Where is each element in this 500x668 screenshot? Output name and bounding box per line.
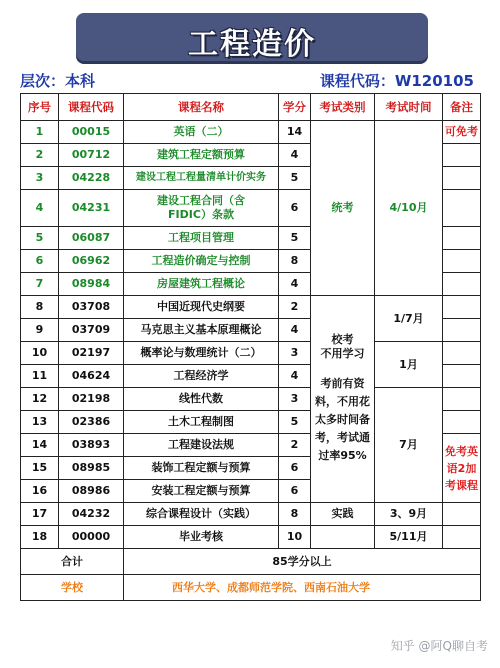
table-row xyxy=(21,342,481,365)
row-name: 毕业考核 xyxy=(124,526,279,549)
remark-empty xyxy=(443,250,481,273)
row-no: 1 xyxy=(21,121,59,144)
exam-type-school-1: 校考 xyxy=(331,333,354,346)
row-name: 英语（二） xyxy=(124,121,279,144)
row-name: 概率论与数理统计（二） xyxy=(124,342,279,365)
remark-empty xyxy=(443,227,481,250)
row-credit: 3 xyxy=(279,388,311,411)
row-credit: 2 xyxy=(279,296,311,319)
row-name: 中国近现代史纲要 xyxy=(124,296,279,319)
exam-time-unified: 4/10月 xyxy=(375,121,443,296)
row-name: 土木工程制图 xyxy=(124,411,279,434)
row-no: 7 xyxy=(21,273,59,296)
exam-time-18: 5/11月 xyxy=(375,526,443,549)
row-name: 安装工程定额与预算 xyxy=(124,480,279,503)
row-code: 02197 xyxy=(59,342,124,365)
header-credit: 学分 xyxy=(279,94,311,121)
row-no: 17 xyxy=(21,503,59,526)
row-code: 08986 xyxy=(59,480,124,503)
row-code: 04624 xyxy=(59,365,124,388)
header-no: 序号 xyxy=(21,94,59,121)
course-table xyxy=(20,93,481,601)
exam-time-12-16: 7月 xyxy=(375,388,443,503)
row-no: 12 xyxy=(21,388,59,411)
row-name: 工程经济学 xyxy=(124,365,279,388)
remark-empty xyxy=(443,342,481,365)
row-no: 5 xyxy=(21,227,59,250)
header-exam-time: 考试时间 xyxy=(375,94,443,121)
remark-empty xyxy=(443,144,481,167)
row-credit: 4 xyxy=(279,319,311,342)
row-name: 马克思主义基本原理概论 xyxy=(124,319,279,342)
remark-empty xyxy=(443,365,481,388)
row-no: 9 xyxy=(21,319,59,342)
row-code: 04228 xyxy=(59,167,124,190)
remark-row1: 可免考 xyxy=(443,121,481,144)
row-name: 建设工程工程量清单计价实务 xyxy=(124,167,279,190)
row-no: 13 xyxy=(21,411,59,434)
exam-type-unified: 统考 xyxy=(311,121,375,296)
row-code: 03893 xyxy=(59,434,124,457)
row-credit: 8 xyxy=(279,250,311,273)
table-header-row xyxy=(21,94,481,121)
row-code: 03709 xyxy=(59,319,124,342)
total-value: 85学分以上 xyxy=(124,549,481,575)
row-no: 14 xyxy=(21,434,59,457)
row-credit: 4 xyxy=(279,365,311,388)
row-credit: 6 xyxy=(279,190,311,227)
row-no: 18 xyxy=(21,526,59,549)
row-credit: 5 xyxy=(279,227,311,250)
row-credit: 14 xyxy=(279,121,311,144)
row-code: 03708 xyxy=(59,296,124,319)
exam-time-8-9: 1/7月 xyxy=(375,296,443,342)
row-code: 00712 xyxy=(59,144,124,167)
watermark: 知乎 @阿Q聊自考 xyxy=(390,639,488,653)
table-row xyxy=(21,121,481,144)
row-no: 6 xyxy=(21,250,59,273)
row-code: 08985 xyxy=(59,457,124,480)
remark-empty xyxy=(443,388,481,411)
row-credit: 10 xyxy=(279,526,311,549)
school-row xyxy=(21,575,481,601)
row-code: 04232 xyxy=(59,503,124,526)
exam-type-school-2: 不用学习 xyxy=(320,347,365,360)
header-code: 课程代码 xyxy=(59,94,124,121)
row-no: 8 xyxy=(21,296,59,319)
header-exam-type: 考试类别 xyxy=(311,94,375,121)
row-credit: 6 xyxy=(279,480,311,503)
row-credit: 4 xyxy=(279,273,311,296)
header-remark: 备注 xyxy=(443,94,481,121)
row-name: 工程造价确定与控制 xyxy=(124,250,279,273)
row-credit: 6 xyxy=(279,457,311,480)
row-no: 10 xyxy=(21,342,59,365)
remark-empty xyxy=(443,273,481,296)
row-name: 工程项目管理 xyxy=(124,227,279,250)
school-label: 学校 xyxy=(21,575,124,601)
row-no: 15 xyxy=(21,457,59,480)
row-code: 06087 xyxy=(59,227,124,250)
row-no: 2 xyxy=(21,144,59,167)
school-value: 西华大学、成都师范学院、西南石油大学 xyxy=(124,575,481,601)
row-code: 04231 xyxy=(59,190,124,227)
row-credit: 8 xyxy=(279,503,311,526)
row-name: 建设工程合同（含FIDIC）条款 xyxy=(124,190,279,227)
row-no: 16 xyxy=(21,480,59,503)
row-name: 房屋建筑工程概论 xyxy=(124,273,279,296)
exam-time-10-11: 1月 xyxy=(375,342,443,388)
table-row xyxy=(21,503,481,526)
row-name: 装饰工程定额与预算 xyxy=(124,457,279,480)
exam-type-empty xyxy=(311,526,375,549)
row-credit: 2 xyxy=(279,434,311,457)
row-code: 08984 xyxy=(59,273,124,296)
total-label: 合计 xyxy=(21,549,124,575)
table-row xyxy=(21,388,481,411)
row-credit: 5 xyxy=(279,167,311,190)
row-name: 综合课程设计（实践） xyxy=(124,503,279,526)
remark-14-16: 免考英语2加考课程 xyxy=(443,434,481,503)
course-code-label: 课程代码：W120105 xyxy=(319,72,474,90)
header-name: 课程名称 xyxy=(124,94,279,121)
row-name: 线性代数 xyxy=(124,388,279,411)
row-code: 06962 xyxy=(59,250,124,273)
row-credit: 4 xyxy=(279,144,311,167)
remark-empty xyxy=(443,503,481,526)
remark-empty xyxy=(443,167,481,190)
remark-empty xyxy=(443,190,481,227)
level-label: 层次：本科 xyxy=(20,72,96,90)
title-banner xyxy=(76,13,428,61)
exam-type-17: 实践 xyxy=(311,503,375,526)
remark-empty xyxy=(443,296,481,319)
row-no: 4 xyxy=(21,190,59,227)
row-no: 11 xyxy=(21,365,59,388)
row-code: 00015 xyxy=(59,121,124,144)
total-row xyxy=(21,549,481,575)
exam-type-school xyxy=(311,296,375,503)
page-title: 工程造价 xyxy=(188,27,316,62)
row-code: 02198 xyxy=(59,388,124,411)
row-code: 02386 xyxy=(59,411,124,434)
row-name: 工程建设法规 xyxy=(124,434,279,457)
table-row xyxy=(21,296,481,319)
row-no: 3 xyxy=(21,167,59,190)
row-name: 建筑工程定额预算 xyxy=(124,144,279,167)
exam-type-school-3: 考前有资料，不用花太多时间备考，考试通过率95% xyxy=(315,377,370,462)
remark-empty xyxy=(443,526,481,549)
row-credit: 3 xyxy=(279,342,311,365)
row-credit: 5 xyxy=(279,411,311,434)
table-row xyxy=(21,526,481,549)
row-code: 00000 xyxy=(59,526,124,549)
remark-empty xyxy=(443,411,481,434)
exam-time-17: 3、9月 xyxy=(375,503,443,526)
remark-empty xyxy=(443,319,481,342)
